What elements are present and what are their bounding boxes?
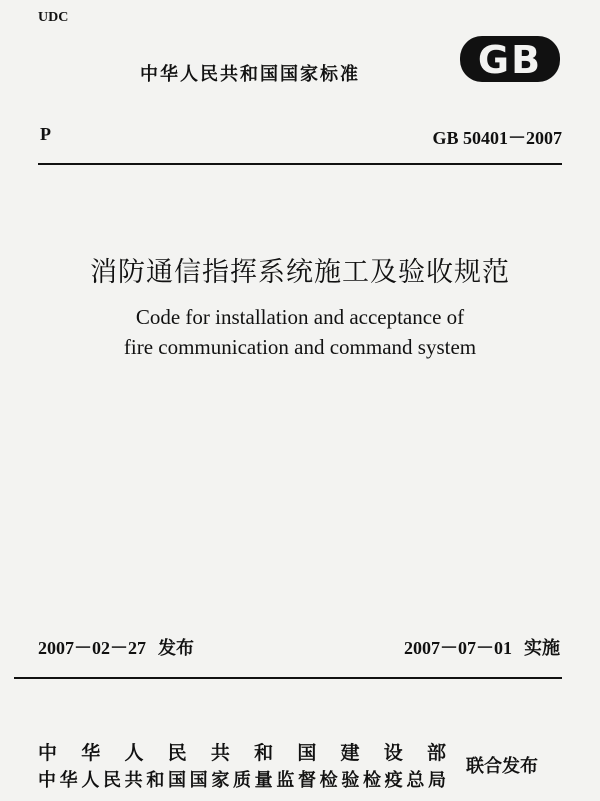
- publisher-aqsiq: 中华人民共和国国家质量监督检验检疫总局: [38, 770, 446, 791]
- gb-logo-text: GB: [477, 38, 543, 82]
- udc-label: UDC: [38, 10, 69, 25]
- implement-date: 2007－07－01: [404, 638, 512, 658]
- issue-date: 2007－02－27: [38, 638, 146, 658]
- standard-number: GB 50401－2007: [432, 128, 562, 148]
- joint-publish-label: 联合发布: [466, 756, 538, 777]
- document-title-english-line2: fire communication and command system: [123, 335, 477, 359]
- issue-label: 发布: [158, 638, 194, 659]
- standard-type-title: 中华人民共和国国家标准: [140, 64, 360, 85]
- issue-date-block: [38, 634, 194, 660]
- top-divider: [38, 163, 562, 165]
- gb-logo-icon: [458, 34, 562, 84]
- implement-date-block: [404, 634, 560, 660]
- bottom-divider: [14, 677, 562, 679]
- document-title-chinese: 消防通信指挥系统施工及验收规范: [90, 257, 510, 288]
- publisher-ministry: 中华人民共和国建设部: [38, 742, 446, 764]
- category-code: P: [40, 124, 51, 144]
- implement-label: 实施: [524, 638, 560, 659]
- document-title-english-line1: Code for installation and acceptance of: [135, 305, 465, 329]
